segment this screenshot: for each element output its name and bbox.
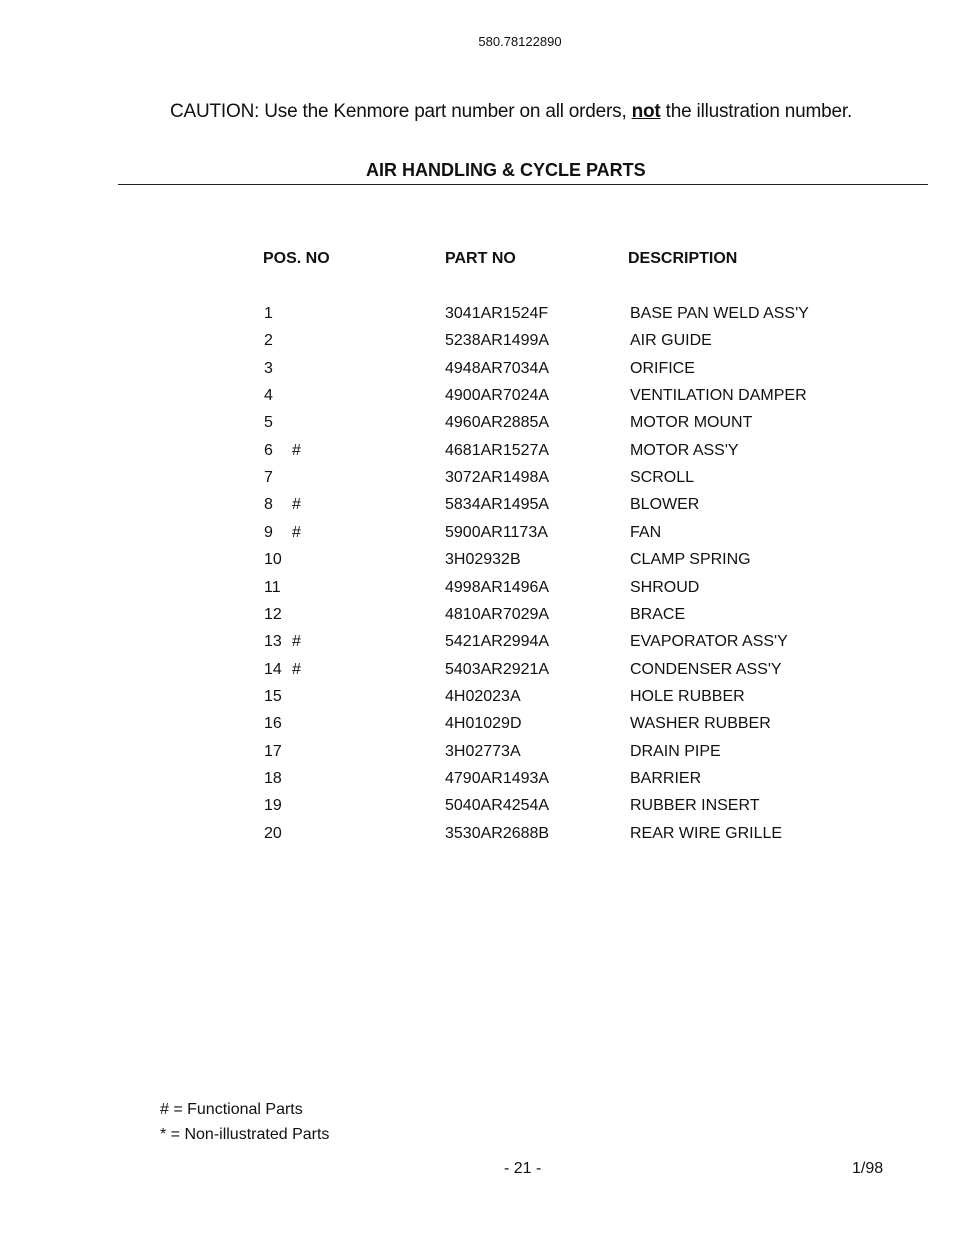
description-cell: FAN: [630, 523, 662, 541]
pos-cell: 3: [264, 359, 273, 377]
description-cell: BASE PAN WELD ASS'Y: [630, 305, 809, 322]
part-number-cell: 4681AR1527A: [445, 441, 550, 459]
description-cell: ORIFICE: [630, 359, 695, 377]
legend-non-illustrated-parts: * = Non-illustrated Parts: [160, 1126, 330, 1143]
table-row: [0, 770, 954, 797]
pos-cell: 19: [264, 797, 282, 815]
part-number-cell: 4960AR2885A: [445, 414, 550, 432]
pos-cell: 6: [264, 441, 273, 459]
part-number-cell: 4998AR1496A: [445, 578, 550, 596]
part-number-cell: 3H02932B: [445, 551, 521, 569]
model-number: 580.78122890: [478, 34, 562, 49]
part-number-cell: 3072AR1498A: [445, 469, 550, 487]
table-row: [0, 797, 954, 824]
pos-cell: 16: [264, 715, 282, 733]
pos-cell: 17: [264, 742, 282, 760]
section-title: AIR HANDLING & CYCLE PARTS: [366, 160, 646, 180]
description-cell: EVAPORATOR ASS'Y: [630, 633, 788, 651]
part-number-cell: 5900AR1173A: [445, 523, 548, 541]
pos-cell: 4: [264, 387, 273, 405]
description-cell: DRAIN PIPE: [630, 742, 721, 760]
functional-mark: #: [292, 441, 301, 459]
table-row: [0, 414, 954, 441]
column-header-description: DESCRIPTION: [628, 250, 738, 267]
pos-cell: 14: [264, 660, 282, 678]
pos-cell: 7: [264, 469, 273, 487]
description-cell: BARRIER: [630, 769, 702, 787]
part-number-cell: 5403AR2921A: [445, 660, 550, 678]
table-row: [0, 442, 954, 469]
part-number-cell: 5421AR2994A: [445, 633, 550, 651]
pos-cell: 1: [264, 305, 273, 322]
pos-cell: 2: [264, 332, 273, 350]
pos-cell: 9: [264, 523, 273, 541]
description-cell: SCROLL: [630, 469, 695, 487]
part-number-cell: 5238AR1499A: [445, 332, 550, 350]
pos-cell: 5: [264, 414, 273, 432]
description-cell: HOLE RUBBER: [630, 687, 745, 705]
legend-functional-parts: # = Functional Parts: [160, 1101, 303, 1118]
table-row: [0, 579, 954, 606]
pos-cell: 15: [264, 687, 282, 705]
pos-cell: 8: [264, 496, 273, 514]
description-cell: SHROUD: [630, 578, 700, 596]
table-row: [0, 825, 954, 852]
table-row: [0, 469, 954, 496]
caution-text-prefix: CAUTION: Use the Kenmore part number on all orders,: [170, 101, 632, 122]
caution-text-suffix: the illustration number.: [660, 101, 853, 122]
table-row: [0, 524, 954, 551]
table-row: [0, 332, 954, 359]
description-cell: RUBBER INSERT: [630, 797, 760, 815]
pos-cell: 11: [264, 578, 281, 596]
part-number-cell: 5834AR1495A: [445, 496, 550, 514]
column-header-part-no: PART NO: [445, 250, 516, 267]
part-number-cell: 4H01029D: [445, 715, 522, 733]
description-cell: BLOWER: [630, 496, 700, 514]
part-number-cell: 4900AR7024A: [445, 387, 550, 405]
description-cell: AIR GUIDE: [630, 332, 712, 350]
pos-cell: 12: [264, 605, 282, 623]
functional-mark: #: [292, 496, 301, 514]
table-row: [0, 633, 954, 660]
part-number-cell: 3041AR1524F: [445, 305, 549, 322]
table-row: [0, 360, 954, 387]
description-cell: MOTOR MOUNT: [630, 414, 753, 432]
description-cell: CLAMP SPRING: [630, 551, 751, 569]
pos-cell: 20: [264, 824, 282, 842]
pos-cell: 10: [264, 551, 282, 569]
table-row: [0, 551, 954, 578]
functional-mark: #: [292, 523, 301, 541]
part-number-cell: 4790AR1493A: [445, 769, 550, 787]
part-number-cell: 4948AR7034A: [445, 359, 550, 377]
description-cell: CONDENSER ASS'Y: [630, 660, 782, 678]
table-row: [0, 715, 954, 742]
caution-notice: [170, 101, 852, 123]
revision-date: 1/98: [852, 1160, 884, 1177]
pos-cell: 18: [264, 769, 282, 787]
description-cell: VENTILATION DAMPER: [630, 387, 807, 405]
caution-emphasis: not: [631, 101, 661, 122]
page-number: - 21 -: [504, 1160, 542, 1177]
column-header-pos-no: POS. NO: [263, 250, 330, 267]
part-number-cell: 3H02773A: [445, 742, 521, 760]
pos-cell: 13: [264, 633, 282, 651]
title-divider: [118, 184, 928, 185]
table-row: [0, 688, 954, 715]
table-row: [0, 661, 954, 688]
table-row: [0, 305, 954, 332]
part-number-cell: 5040AR4254A: [445, 797, 550, 815]
table-row: [0, 743, 954, 770]
part-number-cell: 3530AR2688B: [445, 824, 550, 842]
description-cell: BRACE: [630, 605, 686, 623]
part-number-cell: 4810AR7029A: [445, 605, 550, 623]
part-number-cell: 4H02023A: [445, 687, 521, 705]
table-row: [0, 496, 954, 523]
description-cell: REAR WIRE GRILLE: [630, 824, 783, 842]
description-cell: MOTOR ASS'Y: [630, 441, 739, 459]
table-row: [0, 387, 954, 414]
functional-mark: #: [292, 660, 301, 678]
description-cell: WASHER RUBBER: [630, 715, 771, 733]
table-row: [0, 606, 954, 633]
functional-mark: #: [292, 633, 301, 651]
